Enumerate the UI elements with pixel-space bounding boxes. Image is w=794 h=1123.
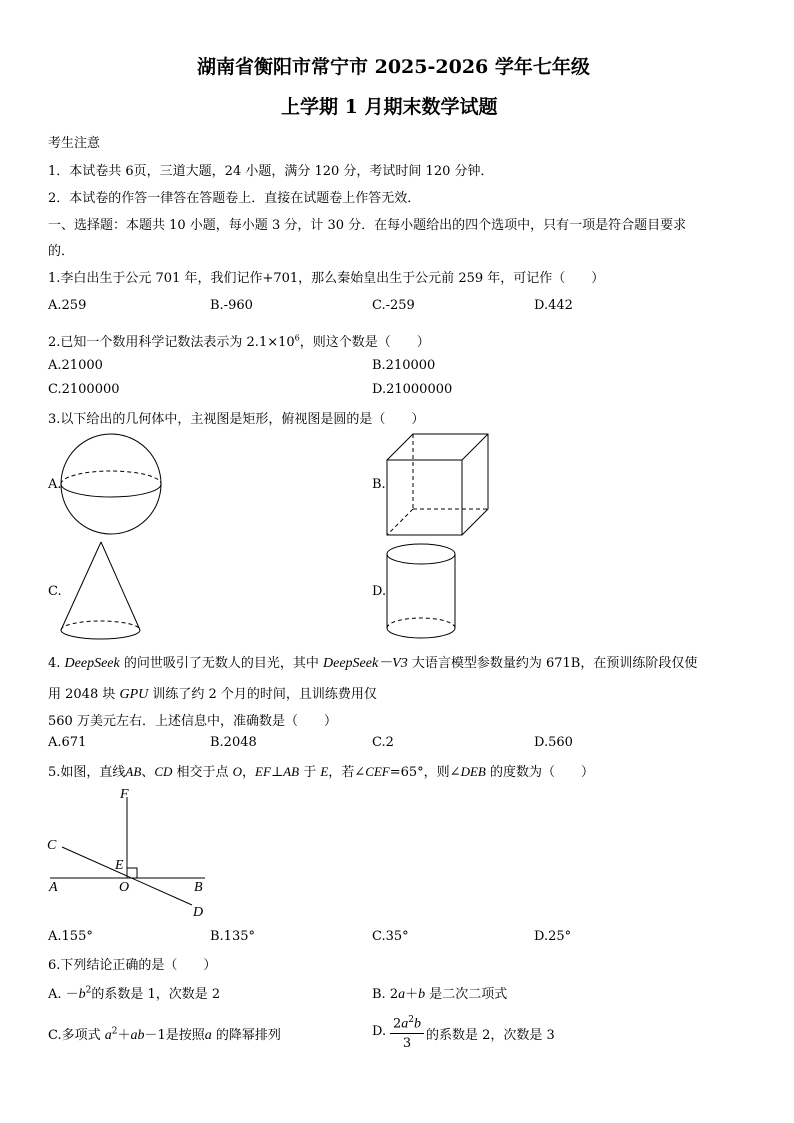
q6-c-a: a bbox=[104, 1028, 112, 1043]
label-b: B bbox=[194, 880, 203, 895]
q5-deb: DEB bbox=[460, 764, 486, 779]
q5-sep: 、 bbox=[141, 765, 155, 780]
q1-option-a: A.259 bbox=[48, 298, 87, 313]
q4-option-b: B.2048 bbox=[210, 735, 257, 750]
q6-d-numerator bbox=[390, 1012, 424, 1034]
q6-c-exp: 2 bbox=[111, 1026, 118, 1037]
q5-ab2: AB bbox=[283, 764, 300, 779]
q5-perp: ⊥ bbox=[270, 765, 284, 780]
q2-stem-exponent: 6 bbox=[294, 333, 300, 343]
q4-seg-2: 的问世吸引了无数人的目光，其中 bbox=[119, 656, 323, 671]
q2-stem bbox=[48, 331, 430, 350]
cube-figure bbox=[385, 432, 495, 542]
q2-stem-suffix: ，则这个数是（ ） bbox=[299, 335, 430, 350]
q6-a-var: b bbox=[78, 987, 86, 1002]
q6-c-post: 的降幂排列 bbox=[211, 1028, 281, 1043]
q5-cef: CEF bbox=[365, 764, 390, 779]
q2-option-d: D.21000000 bbox=[372, 382, 453, 397]
q3-option-d-label: D. bbox=[372, 584, 387, 599]
q6-b-pre: B. 2 bbox=[372, 987, 399, 1002]
label-c: C bbox=[47, 838, 57, 853]
q3-stem: 3.以下给出的几何体中，主视图是矩形，俯视图是圆的是（ ） bbox=[48, 412, 425, 427]
q6-d-num-exp: 2 bbox=[408, 1015, 414, 1025]
q4-line-2 bbox=[48, 683, 377, 703]
q5-e: E bbox=[320, 764, 329, 779]
q6-b-a: a bbox=[398, 987, 406, 1002]
q5-mid2: ， bbox=[242, 765, 256, 780]
q6-a-post: 的系数是 1，次数是 2 bbox=[91, 987, 221, 1002]
q6-d-fraction bbox=[390, 1012, 424, 1054]
q5-mid5: =65°，则∠ bbox=[389, 765, 461, 780]
q5-mid3: 于 bbox=[299, 765, 321, 780]
q6-d-num-a: a bbox=[401, 1016, 409, 1032]
q4-line2-pre: 用 2048 块 bbox=[48, 687, 120, 702]
q4-line-1 bbox=[48, 652, 697, 672]
q6-c-plus: ＋ bbox=[117, 1028, 131, 1043]
section1-intro-line2: 的． bbox=[48, 244, 75, 259]
q5-stem bbox=[48, 761, 594, 780]
q4-deepseek: DeepSeek bbox=[64, 656, 120, 671]
q6-c-pre: C.多项式 bbox=[48, 1028, 105, 1043]
label-f: F bbox=[120, 787, 129, 802]
q4-option-d: D.560 bbox=[534, 735, 573, 750]
q5-mid1: 相交于点 bbox=[172, 765, 233, 780]
q3-option-a-label: A. bbox=[48, 477, 62, 492]
q6-d-pre: D. bbox=[372, 1024, 387, 1039]
cylinder-figure bbox=[385, 540, 465, 650]
q5-o: O bbox=[232, 764, 243, 779]
q2-option-a: A.21000 bbox=[48, 358, 103, 373]
q6-b-post: 是二次二项式 bbox=[425, 987, 508, 1002]
q4-seg-1: 4. bbox=[48, 656, 65, 671]
q6-d-post: 的系数是 2，次数是 3 bbox=[426, 1028, 555, 1043]
q6-c-minus-one: －1 bbox=[144, 1028, 166, 1043]
q6-c-ab: ab bbox=[130, 1028, 145, 1043]
q5-pre: 5.如图，直线 bbox=[48, 765, 126, 780]
q1-option-d: D.442 bbox=[534, 298, 573, 313]
q5-cd: CD bbox=[154, 764, 173, 779]
label-e: E bbox=[115, 858, 124, 873]
label-o: O bbox=[119, 880, 130, 895]
label-a: A bbox=[49, 880, 58, 895]
q4-seg-3: 大语言模型参数量约为 671B，在预训练阶段仅使 bbox=[407, 656, 698, 671]
q6-b-b: b bbox=[418, 987, 426, 1002]
q4-deepseek-v3: DeepSeek－V3 bbox=[323, 656, 408, 671]
q5-option-b: B.135° bbox=[210, 929, 255, 944]
cone-figure bbox=[58, 540, 168, 650]
q6-c-a2: a bbox=[204, 1028, 212, 1043]
q3-option-c-label: C. bbox=[48, 584, 62, 599]
q5-geometry-figure bbox=[40, 785, 220, 925]
q1-stem: 1.李白出生于公元 701 年，我们记作+701，那么秦始皇出生于公元前 259 年，可记作（ ） bbox=[48, 271, 605, 286]
q6-option-b bbox=[372, 983, 507, 1003]
q6-d-denominator: 3 bbox=[402, 1036, 412, 1052]
q2-option-c: C.2100000 bbox=[48, 382, 120, 397]
q5-option-c: C.35° bbox=[372, 929, 409, 944]
notice-item-2: 2．本试卷的作答一律答在答题卷上．直接在试题卷上作答无效． bbox=[48, 191, 421, 206]
q5-post: 的度数为（ ） bbox=[485, 765, 594, 780]
q5-ef: EF bbox=[255, 764, 271, 779]
section1-intro-line1: 一、选择题：本题共 10 小题，每小题 3 分，计 30 分．在每小题给出的四个选项中，只有一项是符合题目要求 bbox=[48, 218, 687, 233]
q6-c-mid: 是按照 bbox=[165, 1028, 205, 1043]
title-line-2: 上学期 1 月期末数学试题 bbox=[281, 96, 498, 118]
q6-a-exp: 2 bbox=[85, 985, 92, 996]
q1-option-b: B.-960 bbox=[210, 298, 253, 313]
q6-option-c bbox=[48, 1024, 281, 1044]
q3-option-b-label: B. bbox=[372, 477, 386, 492]
q6-option-a bbox=[48, 983, 220, 1003]
q4-option-a: A.671 bbox=[48, 735, 87, 750]
q6-a-pre: A. － bbox=[48, 987, 79, 1002]
notice-item-1: 1．本试卷共 6页，三道大题，24 小题，满分 120 分，考试时间 120 分钟． bbox=[48, 164, 494, 179]
q5-option-d: D.25° bbox=[534, 929, 572, 944]
q2-stem-prefix: 2.已知一个数用科学记数法表示为 2.1×10 bbox=[48, 335, 295, 350]
q6-b-plus: ＋ bbox=[405, 987, 419, 1002]
q5-ab: AB bbox=[125, 764, 142, 779]
label-d: D bbox=[193, 905, 204, 920]
q4-gpu: GPU bbox=[119, 687, 149, 702]
q5-mid4: ，若∠ bbox=[328, 765, 366, 780]
q6-stem: 6.下列结论正确的是（ ） bbox=[48, 958, 217, 973]
q1-option-c: C.-259 bbox=[372, 298, 415, 313]
sphere-figure bbox=[58, 433, 168, 543]
q4-option-c: C.2 bbox=[372, 735, 394, 750]
q5-option-a: A.155° bbox=[48, 929, 93, 944]
q4-line2-post: 训练了约 2 个月的时间，且训练费用仅 bbox=[148, 687, 377, 702]
q6-d-num-b: b bbox=[414, 1016, 421, 1032]
q6-d-num-coef: 2 bbox=[392, 1016, 402, 1032]
q2-option-b: B.210000 bbox=[372, 358, 436, 373]
q4-line-3: 560 万美元左右．上述信息中，准确数是（ ） bbox=[48, 714, 337, 729]
notice-heading: 考生注意 bbox=[48, 136, 101, 151]
title-line-1: 湖南省衡阳市常宁市 2025-2026 学年七年级 bbox=[197, 56, 590, 78]
